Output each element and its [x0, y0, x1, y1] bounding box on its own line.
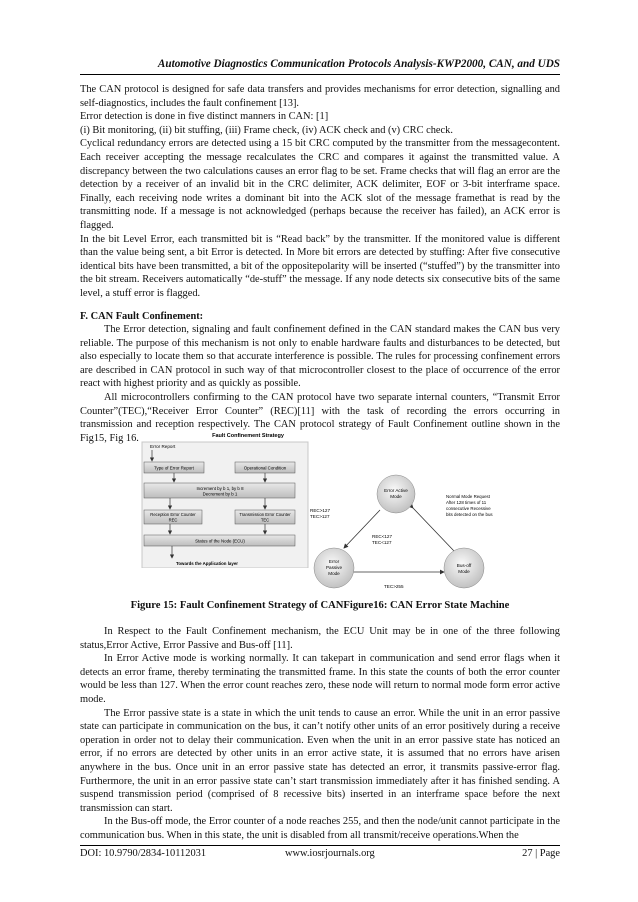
rec-line2: REC [168, 517, 178, 523]
paragraph: In Respect to the Fault Confinement mechanism, the ECU Unit may be in one of the three following status,Error Active, Error Passive and Bus-off [11]. [80, 626, 560, 651]
figure-caption: Figure 15: Fault Confinement Strategy of CANFigure16: CAN Error State Machine [130, 600, 510, 611]
paragraph: The Error passive state is a state in which the unit tends to cause an error. While the unit in an error passive state can participate in communication on the bus, it can’t notify other units of an error positively during a receive operation in order not to delay their communication. Even when the unit in an error passive state has noticed an error, if no errors are detected by other units in an error active state, it is assumed that no errors have arisen anywhere in the bus. Once unit in an error passive state has detected an error, it transmits passive-error flag. Furthermore, the unit in an error passive state can’t start transmission immediately after it has finished sending. A suspend transmission period (comprised of 8 recessive bits) inserted in an interframe space before the next transmission can start. [80, 707, 560, 814]
status-label: Status of the Node (ECU) [195, 538, 245, 544]
normal-mode-line3: consecutive Recessive [446, 506, 491, 511]
paragraph: Cyclical redundancy errors are detected using a 15 bit CRC computed by the transmitter from the messagecontent. Each receiver accepting the message recalculates the CRC and compares it against the transmitted value. A discrepancy between the two calculations causes an error flag to be set. Frame checks that will flag an error are the detection by a receiver of an invalid bit in the CRC delimiter, ACK delimiter, EOF or 3-bit interframe space. Finally, each receiving node writes a dominant bit into the ACK slot of the message framethat is read by the transmitting node. If a message is not acknowledged (perhaps because the receiver has failed), an ACK error is flagged. [80, 138, 560, 231]
type-of-error-label: Type of Error Report [154, 465, 194, 471]
fig15-error-report: Error Report [150, 444, 176, 449]
error-passive-line1: Error [328, 559, 340, 564]
paragraph: Error detection is done in five distinct manners in CAN: [1] [80, 111, 329, 123]
increment-line2: Decrement by b 1 [202, 491, 238, 497]
error-active-line2: Mode [390, 494, 402, 499]
paragraph: (i) Bit monitoring, (ii) bit stuffing, (iii) Frame check, (iv) ACK check and (v) CRC check. [80, 124, 453, 136]
fault-confinement-diagram [140, 428, 310, 568]
paragraph: In the bit Level Error, each transmitted bit is “Read back” by the transmitter. If the monitored value is different than the value being sent, a bit Error is detected. In More bit errors are detected by stuffing: After five consecutive identical bits have been transmitted, a bit of the oppositepolarity will be inserted (“stuffed”) by the transmitter into the bit stream. Receivers automatically “de-stuff” the message. If any node detects six consecutive bits of the same level, a stuff error is flagged. [80, 233, 560, 299]
mid-condition-line2: TEC<127 [372, 540, 392, 545]
running-header: Automotive Diagnostics Communication Protocols Analysis-KWP2000, CAN, and UDS [157, 58, 560, 70]
normal-mode-line2: After 128 times of 11 [446, 500, 487, 505]
body-text-continued [80, 625, 560, 843]
operational-condition-label: Operational Condition [243, 465, 287, 471]
body-text [80, 83, 560, 445]
bus-off-line1: Bus-off [456, 563, 472, 568]
section-heading: F. CAN Fault Confinement: [80, 310, 204, 322]
left-condition-line2: TEC>127 [310, 514, 330, 519]
footer-site: www.iosrjournals.org [285, 848, 375, 859]
footer-rule [80, 845, 560, 846]
bus-off-state [444, 548, 484, 588]
tec-line2: TEC [260, 517, 270, 523]
error-passive-line2: Passive [325, 565, 343, 570]
increment-line1: Increment by b 1, by b 8 [196, 486, 244, 491]
normal-mode-line1: Normal Mode Request [446, 494, 490, 499]
rec-line1: Reception Error Counter [150, 512, 196, 517]
left-condition-line1: REC>127 [310, 508, 331, 513]
bottom-condition: TEC>255 [384, 584, 404, 589]
towards-application-layer: Towards the Application layer [176, 561, 238, 566]
normal-mode-line4: bits detected on the bus [446, 512, 493, 517]
error-passive-line3: Mode [328, 571, 340, 576]
paragraph: The Error detection, signaling and fault confinement defined in the CAN standard makes the CAN bus very reliable. The purpose of this mechanism is not only to enable hardware faults and disturbances to be detected, but also especially to locate them so that accurate interference is possible. The rules for processing confinement errors are described in CAN protocol in such way of that microcontroller closest to the place of occurrence of the error react with highest priority and as quickly as possible. [80, 324, 560, 390]
bus-off-line2: Mode [458, 569, 470, 574]
paragraph: In the Bus-off mode, the Error counter of a node reaches 255, and then the node/unit cannot participate in the communication bus. When in this state, the unit is disabled from all transmit/receive operations.When the [80, 816, 560, 841]
error-state-machine-diagram [308, 472, 510, 592]
footer-doi: DOI: 10.9790/2834-10112031 [80, 848, 207, 859]
error-active-line1: Error Active [384, 488, 408, 493]
mid-condition-line1: REC<127 [372, 534, 393, 539]
paragraph: The CAN protocol is designed for safe data transfers and provides mechanisms for error detection, signalling and self-diagnostics, includes the fault confinement [13]. [80, 84, 560, 109]
paragraph: In Error Active mode is working normally. It can takepart in communication and send error flags when it detects an error frame, thereby terminating the transmitted frame. In this state the counts of both the error counter would be less than 127. When the error count reaches zero, these node will return to normal mode form error active mode. [80, 653, 560, 705]
fig15-title: Fault Confinement Strategy [212, 433, 284, 439]
tec-line1: Transmission Error Counter [239, 512, 291, 517]
header-rule [80, 74, 560, 75]
paragraph: All microcontrollers confirming to the CAN protocol have two separate internal counters, “Transmit Error Counter”(TEC),“Receiver Error Counter” (REC)[11] with the task of recording the errors occurring in transmission and reception respectively. The CAN protocol strategy of Fault Confinement outline shown in the Fig15, Fig 16. [80, 392, 560, 444]
footer-page: 27 | Page [522, 848, 560, 859]
